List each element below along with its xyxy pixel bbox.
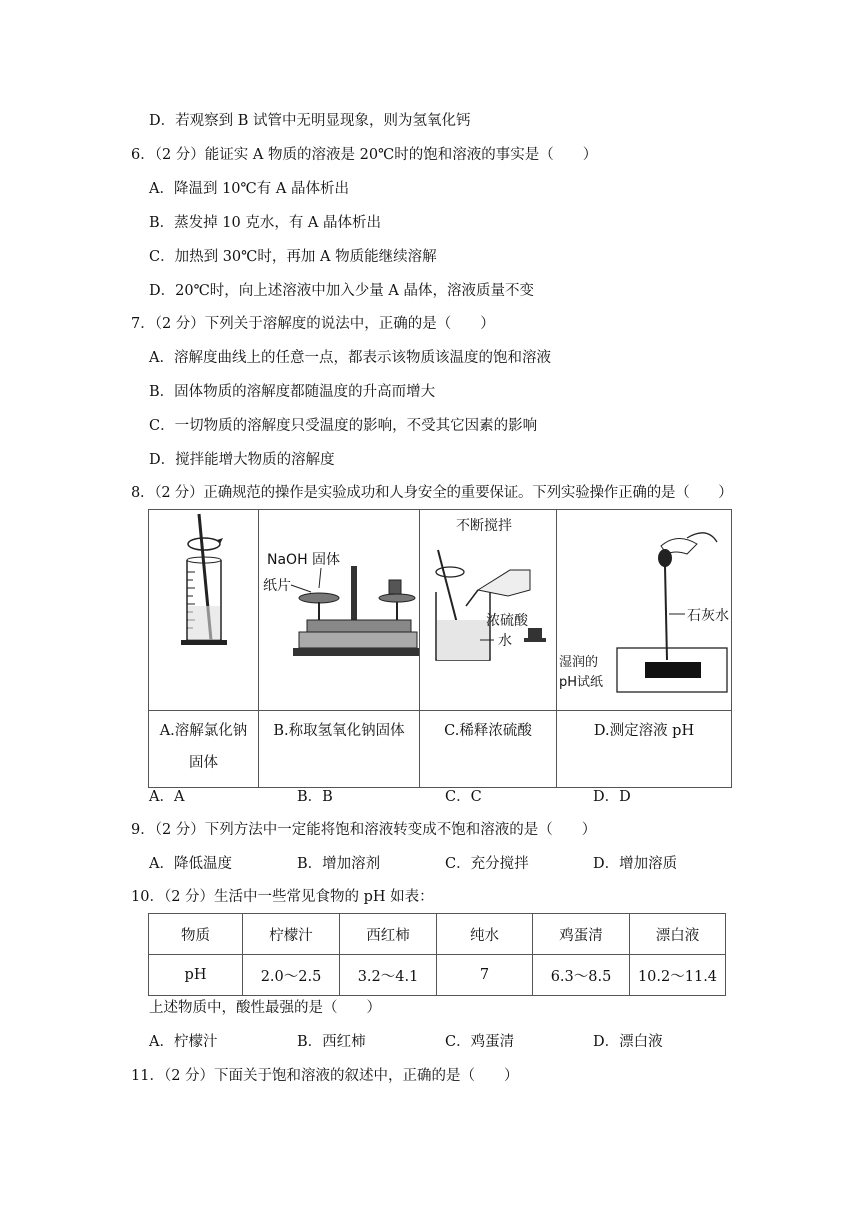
- label-wet: 湿润的: [559, 655, 599, 670]
- q11-stem: 11．（2 分）下面关于饱和溶液的叙述中，正确的是（ ）: [131, 1068, 519, 1084]
- q7-option-b: B．固体物质的溶解度都随温度的升高而增大: [149, 384, 436, 400]
- q8-figure-c: [420, 510, 557, 711]
- ph-table-header-cell: 西红柿: [340, 914, 437, 955]
- q8-options-row: [149, 787, 749, 807]
- caption-c-line1: C.稀释浓硫酸: [444, 723, 532, 739]
- q7-stem: 7．（2 分）下列关于溶解度的说法中，正确的是（ ）: [131, 316, 495, 332]
- q9-options-row: [149, 854, 749, 874]
- q8-figure-b: [259, 510, 420, 711]
- q7-option-a: A．溶解度曲线上的任意一点，都表示该物质该温度的饱和溶液: [149, 350, 551, 366]
- ph-table-header-cell: 漂白液: [630, 914, 726, 955]
- caption-a-line1: A.溶解氯化钠: [159, 723, 248, 739]
- q8-caption-b: [259, 711, 420, 788]
- caption-b-line1: B.称取氢氧化钠固体: [273, 723, 405, 739]
- q10-option-a: A．柠檬汁: [149, 1034, 218, 1050]
- ph-table-header-cell: 鸡蛋清: [533, 914, 630, 955]
- q6-option-b: B．蒸发掉 10 克水，有 A 晶体析出: [149, 215, 382, 231]
- dilution-beaker-icon: [420, 510, 556, 706]
- q8-caption-c: [420, 711, 557, 788]
- ph-table-cell: 3.2～4.1: [340, 955, 437, 996]
- q8-figure-a: [149, 510, 259, 711]
- ph-table-cell: 10.2～11.4: [630, 955, 726, 996]
- q9-option-c: C．充分搅拌: [445, 856, 529, 872]
- q10-stem: 10．（2 分）生活中一些常见食物的 pH 如表：: [131, 889, 434, 905]
- ph-table-header-cell: 纯水: [437, 914, 533, 955]
- q10-option-b: B．西红柿: [297, 1034, 366, 1050]
- q6-option-d: D．20℃时，向上述溶液中加入少量 A 晶体，溶液质量不变: [149, 283, 534, 299]
- ph-table-cell: 7: [437, 955, 533, 996]
- q10-option-d: D．漂白液: [593, 1034, 663, 1050]
- q9-option-d: D．增加溶质: [593, 856, 678, 872]
- label-water: 水: [498, 633, 512, 649]
- q8-option-b: B．B: [297, 789, 333, 805]
- ph-table-header-cell: 物质: [149, 914, 243, 955]
- caption-d-line1: D.测定溶液 pH: [593, 723, 695, 739]
- q10-question: 上述物质中，酸性最强的是（ ）: [149, 1000, 381, 1016]
- q6-option-a: A．降温到 10℃有 A 晶体析出: [149, 181, 349, 197]
- q10-option-c: C．鸡蛋清: [445, 1034, 515, 1050]
- q6-stem: 6．（2 分）能证实 A 物质的溶液是 20℃时的饱和溶液的事实是（ ）: [131, 147, 598, 163]
- balance-scale-icon: [259, 510, 419, 706]
- label-naoh: NaOH 固体: [267, 552, 341, 568]
- ph-table-header-row: [149, 914, 726, 955]
- ph-table: [148, 913, 726, 996]
- caption-a-line2: 固体: [189, 755, 218, 771]
- ph-table-cell: 2.0～2.5: [243, 955, 340, 996]
- label-acid: 浓硫酸: [486, 613, 528, 629]
- ph-table-cell: pH: [149, 955, 243, 996]
- q8-option-c: C．C: [445, 789, 482, 805]
- q8-caption-d: [557, 711, 732, 788]
- q9-stem: 9．（2 分）下列方法中一定能将饱和溶液转变成不饱和溶液的是（ ）: [131, 822, 597, 838]
- q8-caption-a: [149, 711, 259, 788]
- ph-table-row: [149, 955, 726, 996]
- q5-option-d: D．若观察到 B 试管中无明显现象，则为氢氧化钙: [149, 113, 471, 129]
- ph-test-dropper-icon: [557, 510, 731, 706]
- label-ph-paper: pH试纸: [559, 675, 604, 690]
- q6-option-c: C．加热到 30℃时，再加 A 物质能继续溶解: [149, 249, 437, 265]
- q8-figure-table: [148, 509, 732, 788]
- ph-table-cell: 6.3～8.5: [533, 955, 630, 996]
- q8-figure-d: [557, 510, 732, 711]
- q9-option-a: A．降低温度: [149, 856, 232, 872]
- q7-option-d: D．搅拌能增大物质的溶解度: [149, 452, 335, 468]
- label-limewater: 石灰水: [687, 608, 729, 624]
- q10-options-row: [149, 1032, 749, 1052]
- q8-option-a: A．A: [149, 789, 185, 805]
- q9-option-b: B．增加溶剂: [297, 856, 381, 872]
- graduated-cylinder-stirring-icon: [149, 510, 258, 706]
- ph-table-header-cell: 柠檬汁: [243, 914, 340, 955]
- q8-stem: 8．（2 分）正确规范的操作是实验成功和人身安全的重要保证。下列实验操作正确的是（ ）: [131, 485, 733, 501]
- q8-option-d: D．D: [593, 789, 631, 805]
- label-stir: 不断搅拌: [456, 518, 512, 534]
- label-paper: 纸片: [263, 578, 291, 594]
- q7-option-c: C．一切物质的溶解度只受温度的影响，不受其它因素的影响: [149, 418, 538, 434]
